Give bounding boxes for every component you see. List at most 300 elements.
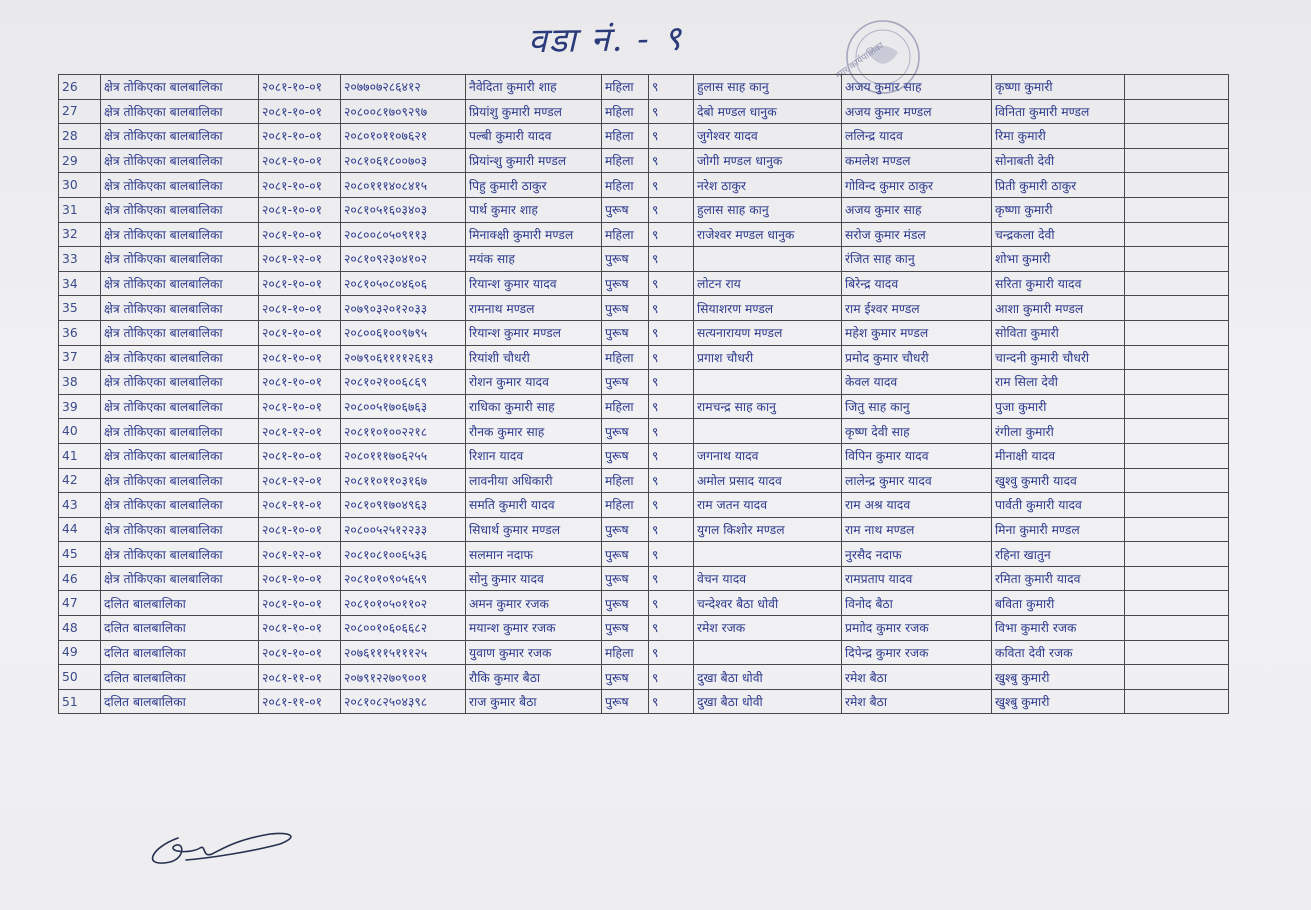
father-name-cell: गोविन्द कुमार ठाकुर bbox=[842, 173, 992, 198]
category-cell: क्षेत्र तोकिएका बालबालिका bbox=[101, 296, 259, 321]
grandfather-name-cell: प्रगाश चौधरी bbox=[694, 345, 842, 370]
serial-number-cell: 50 bbox=[59, 665, 101, 690]
child-name-cell: लावनीया अधिकारी bbox=[466, 468, 602, 493]
date-cell: २०८१-१०-०१ bbox=[259, 443, 341, 468]
father-name-cell: प्रमाोद कुमार रजक bbox=[842, 616, 992, 641]
registration-number-cell: २०८०१११७०६२५५ bbox=[341, 443, 466, 468]
serial-number-cell: 34 bbox=[59, 271, 101, 296]
registration-number-cell: २०८०१०११०७६२१ bbox=[341, 124, 466, 149]
child-name-cell: युवाण कुमार रजक bbox=[466, 640, 602, 665]
grandfather-name-cell: वेचन यादव bbox=[694, 566, 842, 591]
ward-cell: ९ bbox=[649, 296, 694, 321]
category-cell: क्षेत्र तोकिएका बालबालिका bbox=[101, 75, 259, 100]
blank-cell bbox=[1125, 370, 1229, 395]
mother-name-cell: रहिना खातुन bbox=[992, 542, 1125, 567]
mother-name-cell: कृष्णा कुमारी bbox=[992, 75, 1125, 100]
registration-number-cell: २०८००५२५१२२३३ bbox=[341, 517, 466, 542]
mother-name-cell: प्रिती कुमारी ठाकुर bbox=[992, 173, 1125, 198]
gender-cell: पुरूष bbox=[602, 591, 649, 616]
table-row bbox=[59, 665, 1229, 690]
serial-number-cell: 26 bbox=[59, 75, 101, 100]
gender-cell: महिला bbox=[602, 148, 649, 173]
child-name-cell: पिहु कुमारी ठाकुर bbox=[466, 173, 602, 198]
mother-name-cell: रमिता कुमारी यादव bbox=[992, 566, 1125, 591]
gender-cell: महिला bbox=[602, 222, 649, 247]
grandfather-name-cell bbox=[694, 640, 842, 665]
table-row bbox=[59, 394, 1229, 419]
serial-number-cell: 44 bbox=[59, 517, 101, 542]
gender-cell: पुरूष bbox=[602, 370, 649, 395]
child-name-cell: रामनाथ मण्डल bbox=[466, 296, 602, 321]
table-row bbox=[59, 222, 1229, 247]
child-name-cell: अमन कुमार रजक bbox=[466, 591, 602, 616]
child-name-cell: नैवेदिता कुमारी शाह bbox=[466, 75, 602, 100]
serial-number-cell: 39 bbox=[59, 394, 101, 419]
table-row bbox=[59, 124, 1229, 149]
registration-number-cell: २०८११०१००२२१८ bbox=[341, 419, 466, 444]
table-row bbox=[59, 591, 1229, 616]
ward-cell: ९ bbox=[649, 99, 694, 124]
grandfather-name-cell: सियाशरण मण्डल bbox=[694, 296, 842, 321]
mother-name-cell: विभा कुमारी रजक bbox=[992, 616, 1125, 641]
ward-cell: ९ bbox=[649, 640, 694, 665]
mother-name-cell: मीनाक्षी यादव bbox=[992, 443, 1125, 468]
category-cell: क्षेत्र तोकिएका बालबालिका bbox=[101, 345, 259, 370]
date-cell: २०८१-१२-०१ bbox=[259, 468, 341, 493]
father-name-cell: बिरेन्द्र यादव bbox=[842, 271, 992, 296]
gender-cell: पुरूष bbox=[602, 616, 649, 641]
ward-cell: ९ bbox=[649, 419, 694, 444]
registration-number-cell: २०८००८१७०९२९७ bbox=[341, 99, 466, 124]
category-cell: क्षेत्र तोकिएका बालबालिका bbox=[101, 370, 259, 395]
child-name-cell: प्रियांशु कुमारी मण्डल bbox=[466, 99, 602, 124]
date-cell: २०८१-१०-०१ bbox=[259, 222, 341, 247]
category-cell: दलित बालबालिका bbox=[101, 640, 259, 665]
registration-number-cell: २०८१०८१००६५३६ bbox=[341, 542, 466, 567]
blank-cell bbox=[1125, 296, 1229, 321]
ward-cell: ९ bbox=[649, 345, 694, 370]
ward-cell: ९ bbox=[649, 394, 694, 419]
father-name-cell: रामप्रताप यादव bbox=[842, 566, 992, 591]
ward-cell: ९ bbox=[649, 173, 694, 198]
blank-cell bbox=[1125, 99, 1229, 124]
gender-cell: महिला bbox=[602, 493, 649, 518]
father-name-cell: विपिन कुमार यादव bbox=[842, 443, 992, 468]
registration-number-cell: २०७६१११५१११२५ bbox=[341, 640, 466, 665]
table-row bbox=[59, 75, 1229, 100]
child-name-cell: मयान्श कुमार रजक bbox=[466, 616, 602, 641]
grandfather-name-cell bbox=[694, 542, 842, 567]
father-name-cell: राम नाथ मण्डल bbox=[842, 517, 992, 542]
registration-number-cell: २०८००१०६०६६८२ bbox=[341, 616, 466, 641]
gender-cell: पुरूष bbox=[602, 689, 649, 714]
category-cell: क्षेत्र तोकिएका बालबालिका bbox=[101, 148, 259, 173]
ward-cell: ९ bbox=[649, 222, 694, 247]
blank-cell bbox=[1125, 419, 1229, 444]
ward-cell: ९ bbox=[649, 689, 694, 714]
registration-number-cell: २०८१०८२५०४३९८ bbox=[341, 689, 466, 714]
category-cell: क्षेत्र तोकिएका बालबालिका bbox=[101, 566, 259, 591]
category-cell: क्षेत्र तोकिएका बालबालिका bbox=[101, 468, 259, 493]
gender-cell: महिला bbox=[602, 124, 649, 149]
category-cell: क्षेत्र तोकिएका बालबालिका bbox=[101, 99, 259, 124]
serial-number-cell: 29 bbox=[59, 148, 101, 173]
category-cell: दलित बालबालिका bbox=[101, 591, 259, 616]
child-name-cell: राज कुमार बैठा bbox=[466, 689, 602, 714]
serial-number-cell: 33 bbox=[59, 247, 101, 272]
child-name-cell: सलमान नदाफ bbox=[466, 542, 602, 567]
blank-cell bbox=[1125, 75, 1229, 100]
blank-cell bbox=[1125, 493, 1229, 518]
blank-cell bbox=[1125, 247, 1229, 272]
mother-name-cell: आशा कुमारी मण्डल bbox=[992, 296, 1125, 321]
gender-cell: महिला bbox=[602, 640, 649, 665]
serial-number-cell: 43 bbox=[59, 493, 101, 518]
serial-number-cell: 35 bbox=[59, 296, 101, 321]
mother-name-cell: खुश्बु कुमारी bbox=[992, 689, 1125, 714]
child-name-cell: पल्बी कुमारी यादव bbox=[466, 124, 602, 149]
blank-cell bbox=[1125, 222, 1229, 247]
mother-name-cell: चान्दनी कुमारी चौधरी bbox=[992, 345, 1125, 370]
child-name-cell: पार्थ कुमार शाह bbox=[466, 197, 602, 222]
table-row bbox=[59, 173, 1229, 198]
father-name-cell: अजय कुमार साह bbox=[842, 75, 992, 100]
gender-cell: महिला bbox=[602, 468, 649, 493]
date-cell: २०८१-१०-०१ bbox=[259, 99, 341, 124]
serial-number-cell: 32 bbox=[59, 222, 101, 247]
registration-number-cell: २०८१०६१८००७०३ bbox=[341, 148, 466, 173]
blank-cell bbox=[1125, 616, 1229, 641]
mother-name-cell: रंगीला कुमारी bbox=[992, 419, 1125, 444]
child-name-cell: समति कुमारी यादव bbox=[466, 493, 602, 518]
registration-number-cell: २०७७०७२८६४१२ bbox=[341, 75, 466, 100]
grandfather-name-cell: दुखा बैठा धोवी bbox=[694, 665, 842, 690]
table-row bbox=[59, 296, 1229, 321]
serial-number-cell: 42 bbox=[59, 468, 101, 493]
date-cell: २०८१-१०-०१ bbox=[259, 591, 341, 616]
mother-name-cell: शोभा कुमारी bbox=[992, 247, 1125, 272]
mother-name-cell: मिना कुमारी मण्डल bbox=[992, 517, 1125, 542]
date-cell: २०८१-१०-०१ bbox=[259, 124, 341, 149]
mother-name-cell: सरिता कुमारी यादव bbox=[992, 271, 1125, 296]
serial-number-cell: 37 bbox=[59, 345, 101, 370]
gender-cell: पुरूष bbox=[602, 566, 649, 591]
ward-cell: ९ bbox=[649, 197, 694, 222]
father-name-cell: राम अश्र यादव bbox=[842, 493, 992, 518]
serial-number-cell: 45 bbox=[59, 542, 101, 567]
child-name-cell: प्रियांन्शु कुमारी मण्डल bbox=[466, 148, 602, 173]
father-name-cell: रमेश बैठा bbox=[842, 665, 992, 690]
date-cell: २०८१-१०-०१ bbox=[259, 75, 341, 100]
serial-number-cell: 27 bbox=[59, 99, 101, 124]
category-cell: क्षेत्र तोकिएका बालबालिका bbox=[101, 394, 259, 419]
blank-cell bbox=[1125, 566, 1229, 591]
gender-cell: पुरूष bbox=[602, 517, 649, 542]
serial-number-cell: 28 bbox=[59, 124, 101, 149]
table-row bbox=[59, 566, 1229, 591]
grandfather-name-cell: रामचन्द्र साह कानु bbox=[694, 394, 842, 419]
table-row bbox=[59, 517, 1229, 542]
category-cell: क्षेत्र तोकिएका बालबालिका bbox=[101, 271, 259, 296]
blank-cell bbox=[1125, 591, 1229, 616]
mother-name-cell: रिमा कुमारी bbox=[992, 124, 1125, 149]
father-name-cell: केवल यादव bbox=[842, 370, 992, 395]
table-row bbox=[59, 493, 1229, 518]
category-cell: क्षेत्र तोकिएका बालबालिका bbox=[101, 419, 259, 444]
gender-cell: पुरूष bbox=[602, 197, 649, 222]
blank-cell bbox=[1125, 468, 1229, 493]
date-cell: २०८१-१०-०१ bbox=[259, 616, 341, 641]
date-cell: २०८१-१०-०१ bbox=[259, 148, 341, 173]
child-name-cell: सोनु कुमार यादव bbox=[466, 566, 602, 591]
gender-cell: महिला bbox=[602, 99, 649, 124]
blank-cell bbox=[1125, 148, 1229, 173]
ward-cell: ९ bbox=[649, 148, 694, 173]
handwritten-signature-icon bbox=[140, 818, 300, 878]
table-row bbox=[59, 640, 1229, 665]
serial-number-cell: 31 bbox=[59, 197, 101, 222]
date-cell: २०८१-१२-०१ bbox=[259, 542, 341, 567]
mother-name-cell: पार्वती कुमारी यादव bbox=[992, 493, 1125, 518]
child-name-cell: मयंक साह bbox=[466, 247, 602, 272]
beneficiary-table bbox=[58, 74, 1229, 714]
blank-cell bbox=[1125, 640, 1229, 665]
category-cell: दलित बालबालिका bbox=[101, 616, 259, 641]
gender-cell: पुरूष bbox=[602, 419, 649, 444]
registration-number-cell: २०८१०१०५०११०२ bbox=[341, 591, 466, 616]
serial-number-cell: 49 bbox=[59, 640, 101, 665]
grandfather-name-cell bbox=[694, 370, 842, 395]
date-cell: २०८१-१०-०१ bbox=[259, 320, 341, 345]
grandfather-name-cell bbox=[694, 247, 842, 272]
child-name-cell: रोशन कुमार यादव bbox=[466, 370, 602, 395]
grandfather-name-cell bbox=[694, 419, 842, 444]
grandfather-name-cell: जोगी मण्डल धानुक bbox=[694, 148, 842, 173]
grandfather-name-cell: सत्यनारायण मण्डल bbox=[694, 320, 842, 345]
category-cell: क्षेत्र तोकिएका बालबालिका bbox=[101, 493, 259, 518]
grandfather-name-cell: नरेश ठाकुर bbox=[694, 173, 842, 198]
category-cell: क्षेत्र तोकिएका बालबालिका bbox=[101, 247, 259, 272]
blank-cell bbox=[1125, 517, 1229, 542]
father-name-cell: अजय कुमार मण्डल bbox=[842, 99, 992, 124]
serial-number-cell: 48 bbox=[59, 616, 101, 641]
gender-cell: पुरूष bbox=[602, 296, 649, 321]
blank-cell bbox=[1125, 345, 1229, 370]
mother-name-cell: कविता देवी रजक bbox=[992, 640, 1125, 665]
date-cell: २०८१-११-०१ bbox=[259, 689, 341, 714]
stamp-text: नगर कार्यपालिका bbox=[834, 40, 886, 82]
date-cell: २०८१-१०-०१ bbox=[259, 296, 341, 321]
father-name-cell: रंजित साह कानु bbox=[842, 247, 992, 272]
father-name-cell: कृष्ण देवी साह bbox=[842, 419, 992, 444]
blank-cell bbox=[1125, 320, 1229, 345]
date-cell: २०८१-१०-०१ bbox=[259, 394, 341, 419]
registration-number-cell: २०८००६१००९७९५ bbox=[341, 320, 466, 345]
registration-number-cell: २०७९०३२०१२०३३ bbox=[341, 296, 466, 321]
ward-cell: ९ bbox=[649, 566, 694, 591]
ward-cell: ९ bbox=[649, 517, 694, 542]
date-cell: २०८१-१२-०१ bbox=[259, 419, 341, 444]
father-name-cell: प्रमोद कुमार चौधरी bbox=[842, 345, 992, 370]
table-row bbox=[59, 542, 1229, 567]
registration-number-cell: २०८१०९२३०४१०२ bbox=[341, 247, 466, 272]
serial-number-cell: 41 bbox=[59, 443, 101, 468]
child-name-cell: रियांशी चौधरी bbox=[466, 345, 602, 370]
table-row bbox=[59, 419, 1229, 444]
father-name-cell: महेश कुमार मण्डल bbox=[842, 320, 992, 345]
table-row bbox=[59, 616, 1229, 641]
father-name-cell: कमलेश मण्डल bbox=[842, 148, 992, 173]
table-row bbox=[59, 468, 1229, 493]
table-row bbox=[59, 271, 1229, 296]
registration-number-cell: २०८०१११४०८४१५ bbox=[341, 173, 466, 198]
grandfather-name-cell: देबो मण्डल धानुक bbox=[694, 99, 842, 124]
category-cell: क्षेत्र तोकिएका बालबालिका bbox=[101, 517, 259, 542]
mother-name-cell: पुजा कुमारी bbox=[992, 394, 1125, 419]
grandfather-name-cell: दुखा बैठा धोवी bbox=[694, 689, 842, 714]
registration-number-cell: २०८००८०५०९११३ bbox=[341, 222, 466, 247]
registration-number-cell: २०७९१२२७०९००१ bbox=[341, 665, 466, 690]
table-row bbox=[59, 345, 1229, 370]
blank-cell bbox=[1125, 689, 1229, 714]
father-name-cell: ललिन्द्र यादव bbox=[842, 124, 992, 149]
registration-number-cell: २०८१०९१७०४९६३ bbox=[341, 493, 466, 518]
blank-cell bbox=[1125, 542, 1229, 567]
registration-number-cell: २०८००५१७०६७६३ bbox=[341, 394, 466, 419]
category-cell: दलित बालबालिका bbox=[101, 689, 259, 714]
child-name-cell: रियान्श कुमार मण्डल bbox=[466, 320, 602, 345]
father-name-cell: रमेश बैठा bbox=[842, 689, 992, 714]
child-name-cell: रिशान यादव bbox=[466, 443, 602, 468]
date-cell: २०८१-१०-०१ bbox=[259, 566, 341, 591]
grandfather-name-cell: युगल किशोर मण्डल bbox=[694, 517, 842, 542]
gender-cell: पुरूष bbox=[602, 443, 649, 468]
serial-number-cell: 47 bbox=[59, 591, 101, 616]
child-name-cell: सिधार्थ कुमार मण्डल bbox=[466, 517, 602, 542]
serial-number-cell: 40 bbox=[59, 419, 101, 444]
mother-name-cell: बविता कुमारी bbox=[992, 591, 1125, 616]
ward-cell: ९ bbox=[649, 542, 694, 567]
date-cell: २०८१-१०-०१ bbox=[259, 173, 341, 198]
blank-cell bbox=[1125, 173, 1229, 198]
grandfather-name-cell: राम जतन यादव bbox=[694, 493, 842, 518]
date-cell: २०८१-१०-०१ bbox=[259, 370, 341, 395]
ward-cell: ९ bbox=[649, 271, 694, 296]
category-cell: क्षेत्र तोकिएका बालबालिका bbox=[101, 197, 259, 222]
mother-name-cell: राम सिला देवी bbox=[992, 370, 1125, 395]
gender-cell: महिला bbox=[602, 173, 649, 198]
category-cell: क्षेत्र तोकिएका बालबालिका bbox=[101, 443, 259, 468]
gender-cell: महिला bbox=[602, 75, 649, 100]
date-cell: २०८१-१०-०१ bbox=[259, 345, 341, 370]
gender-cell: महिला bbox=[602, 345, 649, 370]
father-name-cell: राम ईश्वर मण्डल bbox=[842, 296, 992, 321]
father-name-cell: सरोज कुमार मंडल bbox=[842, 222, 992, 247]
ward-cell: ९ bbox=[649, 247, 694, 272]
child-name-cell: रियान्श कुमार यादव bbox=[466, 271, 602, 296]
ward-cell: ९ bbox=[649, 75, 694, 100]
father-name-cell: जितु साह कानु bbox=[842, 394, 992, 419]
mother-name-cell: चन्द्रकला देवी bbox=[992, 222, 1125, 247]
grandfather-name-cell: राजेश्वर मण्डल धानुक bbox=[694, 222, 842, 247]
serial-number-cell: 30 bbox=[59, 173, 101, 198]
category-cell: क्षेत्र तोकिएका बालबालिका bbox=[101, 124, 259, 149]
category-cell: क्षेत्र तोकिएका बालबालिका bbox=[101, 542, 259, 567]
ward-cell: ९ bbox=[649, 320, 694, 345]
child-name-cell: रौनक कुमार साह bbox=[466, 419, 602, 444]
date-cell: २०८१-१०-०१ bbox=[259, 271, 341, 296]
child-name-cell: रौकि कुमार बैठा bbox=[466, 665, 602, 690]
grandfather-name-cell: रमेश रजक bbox=[694, 616, 842, 641]
category-cell: दलित बालबालिका bbox=[101, 665, 259, 690]
ward-cell: ९ bbox=[649, 493, 694, 518]
date-cell: २०८१-११-०१ bbox=[259, 665, 341, 690]
mother-name-cell: खुश्वु कुमारी यादव bbox=[992, 468, 1125, 493]
category-cell: क्षेत्र तोकिएका बालबालिका bbox=[101, 222, 259, 247]
category-cell: क्षेत्र तोकिएका बालबालिका bbox=[101, 173, 259, 198]
ward-cell: ९ bbox=[649, 443, 694, 468]
father-name-cell: लालेन्द्र कुमार यादव bbox=[842, 468, 992, 493]
gender-cell: पुरूष bbox=[602, 320, 649, 345]
serial-number-cell: 51 bbox=[59, 689, 101, 714]
table-row bbox=[59, 320, 1229, 345]
gender-cell: पुरूष bbox=[602, 542, 649, 567]
mother-name-cell: सोनाबती देवी bbox=[992, 148, 1125, 173]
father-name-cell: विनोद बैठा bbox=[842, 591, 992, 616]
blank-cell bbox=[1125, 197, 1229, 222]
ward-cell: ९ bbox=[649, 665, 694, 690]
grandfather-name-cell: लोटन राय bbox=[694, 271, 842, 296]
ward-cell: ९ bbox=[649, 468, 694, 493]
child-name-cell: मिनाक्क्षी कुमारी मण्डल bbox=[466, 222, 602, 247]
blank-cell bbox=[1125, 394, 1229, 419]
gender-cell: पुरूष bbox=[602, 271, 649, 296]
date-cell: २०८१-१२-०१ bbox=[259, 247, 341, 272]
father-name-cell: अजय कुमार साह bbox=[842, 197, 992, 222]
blank-cell bbox=[1125, 271, 1229, 296]
table-row bbox=[59, 197, 1229, 222]
mother-name-cell: कृष्णा कुमारी bbox=[992, 197, 1125, 222]
serial-number-cell: 36 bbox=[59, 320, 101, 345]
ward-cell: ९ bbox=[649, 616, 694, 641]
grandfather-name-cell: अमोल प्रसाद यादव bbox=[694, 468, 842, 493]
serial-number-cell: 46 bbox=[59, 566, 101, 591]
father-name-cell: दिपेन्द्र कुमार रजक bbox=[842, 640, 992, 665]
ward-number-heading: वडा नं. - ९ bbox=[527, 18, 684, 62]
date-cell: २०८१-११-०१ bbox=[259, 493, 341, 518]
registration-number-cell: २०८१०५१६०३४०३ bbox=[341, 197, 466, 222]
mother-name-cell: खुश्बु कुमारी bbox=[992, 665, 1125, 690]
grandfather-name-cell: जुगेश्वर यादव bbox=[694, 124, 842, 149]
table-row bbox=[59, 370, 1229, 395]
ward-cell: ९ bbox=[649, 124, 694, 149]
blank-cell bbox=[1125, 443, 1229, 468]
serial-number-cell: 38 bbox=[59, 370, 101, 395]
ward-cell: ९ bbox=[649, 591, 694, 616]
date-cell: २०८१-१०-०१ bbox=[259, 197, 341, 222]
date-cell: २०८१-१०-०१ bbox=[259, 640, 341, 665]
table-row bbox=[59, 443, 1229, 468]
table-row bbox=[59, 689, 1229, 714]
date-cell: २०८१-१०-०१ bbox=[259, 517, 341, 542]
grandfather-name-cell: हुलास साह कानु bbox=[694, 75, 842, 100]
ward-cell: ९ bbox=[649, 370, 694, 395]
mother-name-cell: विनिता कुमारी मण्डल bbox=[992, 99, 1125, 124]
child-name-cell: राधिका कुमारी साह bbox=[466, 394, 602, 419]
table-row bbox=[59, 99, 1229, 124]
gender-cell: महिला bbox=[602, 394, 649, 419]
category-cell: क्षेत्र तोकिएका बालबालिका bbox=[101, 320, 259, 345]
